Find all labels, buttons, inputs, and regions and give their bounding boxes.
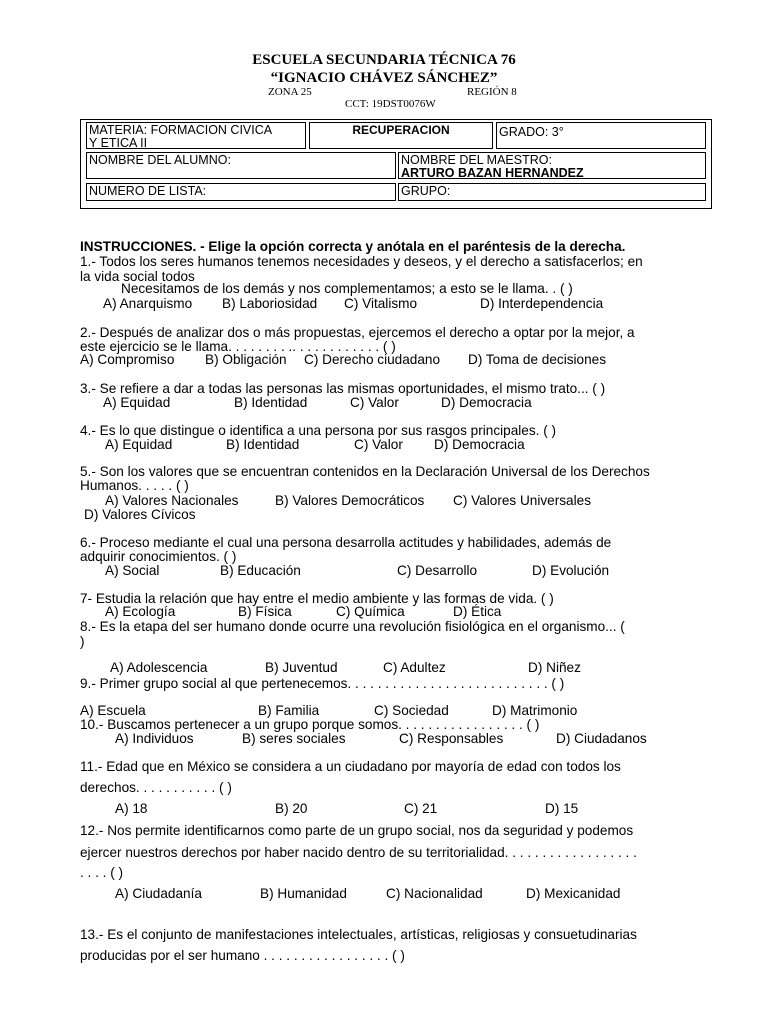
q6-line1: 6.- Proceso mediante el cual una persona desarrolla actitudes y habilidades, además de [80, 535, 612, 550]
q10-option-b[interactable]: B) seres sociales [242, 731, 346, 746]
zona-label: ZONA 25 [268, 86, 312, 98]
q8-option-c[interactable]: C) Adultez [383, 660, 446, 675]
q10-option-a[interactable]: A) Individuos [115, 731, 194, 746]
school-name: “IGNACIO CHÁVEZ SÁNCHEZ” [270, 70, 498, 86]
q9-option-d[interactable]: D) Matrimonio [492, 703, 578, 718]
q12-line3: . . . . ( ) [80, 865, 124, 880]
q6-option-a[interactable]: A) Social [105, 563, 160, 578]
maestro-cell [398, 152, 706, 179]
q9-option-b[interactable]: B) Familia [258, 703, 320, 718]
q4-option-a[interactable]: A) Equidad [105, 437, 173, 452]
q1-line2: la vida social todos [80, 269, 195, 284]
q11-option-b[interactable]: B) 20 [275, 801, 308, 816]
grado-cell: GRADO: 3° [496, 122, 706, 149]
lista-cell[interactable]: NUMERO DE LISTA: [86, 183, 396, 201]
q3-option-c[interactable]: C) Valor [350, 395, 399, 410]
cct-label: CCT: 19DST0076W [345, 98, 436, 110]
q2-option-c[interactable]: C) Derecho ciudadano [304, 352, 441, 367]
q2-option-a[interactable]: A) Compromiso [80, 352, 175, 367]
q6-option-c[interactable]: C) Desarrollo [397, 563, 478, 578]
q8-option-a[interactable]: A) Adolescencia [110, 660, 208, 675]
instructions: INSTRUCCIONES. - Elige la opción correcta y anótala en el paréntesis de la derecha. [80, 239, 626, 254]
maestro-label: NOMBRE DEL MAESTRO: [401, 153, 552, 167]
alumno-cell[interactable]: NOMBRE DEL ALUMNO: [86, 152, 396, 179]
q11-line1: 11.- Edad que en México se considera a un ciudadano por mayoría de edad con todos los [80, 759, 621, 774]
q11-option-c[interactable]: C) 21 [404, 801, 438, 816]
grupo-cell[interactable]: GRUPO: [398, 183, 706, 201]
q11-option-d[interactable]: D) 15 [545, 801, 579, 816]
recuperacion-cell: RECUPERACION [309, 122, 493, 149]
q11-line2: derechos. . . . . . . . . . . ( ) [80, 780, 232, 795]
q10-option-d[interactable]: D) Ciudadanos [556, 731, 647, 746]
q7-option-b[interactable]: B) Física [238, 604, 292, 619]
q4-line1: 4.- Es lo que distingue o identifica a una persona por sus rasgos principales. ( ) [80, 423, 557, 438]
q5-option-c[interactable]: C) Valores Universales [453, 493, 591, 508]
q3-line1: 3.- Se refiere a dar a todas las personas las mismas oportunidades, el mismo trato... ( ) [80, 381, 606, 396]
q6-line2: adquirir conocimientos. ( ) [80, 549, 237, 564]
q5-option-b[interactable]: B) Valores Democráticos [275, 493, 425, 508]
q2-line1: 2.- Después de analizar dos o más propuestas, ejercemos el derecho a optar por la mejor, a [80, 325, 635, 340]
materia-line-1: MATERIA: FORMACION CIVICA [89, 123, 273, 137]
q13-line2: producidas por el ser humano . . . . . . . . . . . . . . . . . ( ) [80, 948, 405, 963]
school-title: ESCUELA SECUNDARIA TÉCNICA 76 [252, 52, 516, 68]
q1-option-d[interactable]: D) Interdependencia [480, 296, 604, 311]
q10-line1: 10.- Buscamos pertenecer a un grupo porque somos. . . . . . . . . . . . . . . . . ( ) [80, 717, 540, 732]
q9-line1: 9.- Primer grupo social al que pertenecemos. . . . . . . . . . . . . . . . . . . . . . . . . . . ( ) [80, 676, 565, 691]
q9-option-a[interactable]: A) Escuela [80, 703, 146, 718]
q2-option-d[interactable]: D) Toma de decisiones [468, 352, 607, 367]
q1-option-c[interactable]: C) Vitalismo [344, 296, 418, 311]
maestro-name: ARTURO BAZAN HERNANDEZ [401, 166, 584, 179]
q12-option-b[interactable]: B) Humanidad [260, 886, 347, 901]
region-label: REGIÓN 8 [467, 86, 517, 98]
q12-option-d[interactable]: D) Mexicanidad [526, 886, 621, 901]
q8-option-b[interactable]: B) Juventud [265, 660, 338, 675]
q12-line1: 12.- Nos permite identificarnos como parte de un grupo social, nos da seguridad y podemos [80, 823, 634, 838]
q1-line1: 1.- Todos los seres humanos tenemos necesidades y deseos, y el derecho a satisfacerlos; en [80, 254, 643, 269]
q8-line2: ) [80, 634, 85, 649]
q5-line1: 5.- Son los valores que se encuentran contenidos en la Declaración Universal de los Derechos [80, 464, 650, 479]
q6-option-d[interactable]: D) Evolución [532, 563, 610, 578]
materia-cell [86, 122, 306, 149]
q3-option-b[interactable]: B) Identidad [234, 395, 308, 410]
q5-option-a[interactable]: A) Valores Nacionales [105, 493, 239, 508]
q4-option-c[interactable]: C) Valor [354, 437, 403, 452]
q4-option-d[interactable]: D) Democracia [434, 437, 525, 452]
q12-line2: ejercer nuestros derechos por haber nacido dentro de su territorialidad. . . . . . . . . . . . . . . . . . [80, 845, 637, 860]
q3-option-a[interactable]: A) Equidad [103, 395, 171, 410]
q8-line1: 8.- Es la etapa del ser humano donde ocurre una revolución fisiológica en el organismo... ( [80, 619, 625, 634]
q10-option-c[interactable]: C) Responsables [399, 731, 504, 746]
q8-option-d[interactable]: D) Niñez [528, 660, 581, 675]
q12-option-c[interactable]: C) Nacionalidad [386, 886, 483, 901]
q7-option-c[interactable]: C) Química [336, 604, 405, 619]
q1-option-a[interactable]: A) Anarquismo [103, 296, 193, 311]
q5-option-d[interactable]: D) Valores Cívicos [84, 507, 196, 522]
q4-option-b[interactable]: B) Identidad [226, 437, 300, 452]
q2-line2: este ejercicio se le llama. . . . . . . . .. . . . . . . . . . . . ( ) [80, 339, 396, 354]
q5-line2: Humanos. . . . . ( ) [80, 478, 189, 493]
q13-line1: 13.- Es el conjunto de manifestaciones intelectuales, artísticas, religiosas y consuetudinarias [80, 927, 637, 942]
q7-option-d[interactable]: D) Ética [453, 604, 502, 619]
q1-line3: Necesitamos de los demás y nos complementamos; a esto se le llama. . ( ) [121, 281, 573, 296]
q6-option-b[interactable]: B) Educación [220, 563, 301, 578]
q3-option-d[interactable]: D) Democracia [441, 395, 532, 410]
q1-option-b[interactable]: B) Laboriosidad [222, 296, 318, 311]
q11-option-a[interactable]: A) 18 [115, 801, 148, 816]
q9-option-c[interactable]: C) Sociedad [374, 703, 449, 718]
materia-line-2: Y ETICA II [89, 136, 148, 149]
q7-option-a[interactable]: A) Ecología [105, 604, 176, 619]
q7-line1: 7- Estudia la relación que hay entre el medio ambiente y las formas de vida. ( ) [80, 591, 554, 606]
q12-option-a[interactable]: A) Ciudadanía [115, 886, 202, 901]
q2-option-b[interactable]: B) Obligación [205, 352, 287, 367]
